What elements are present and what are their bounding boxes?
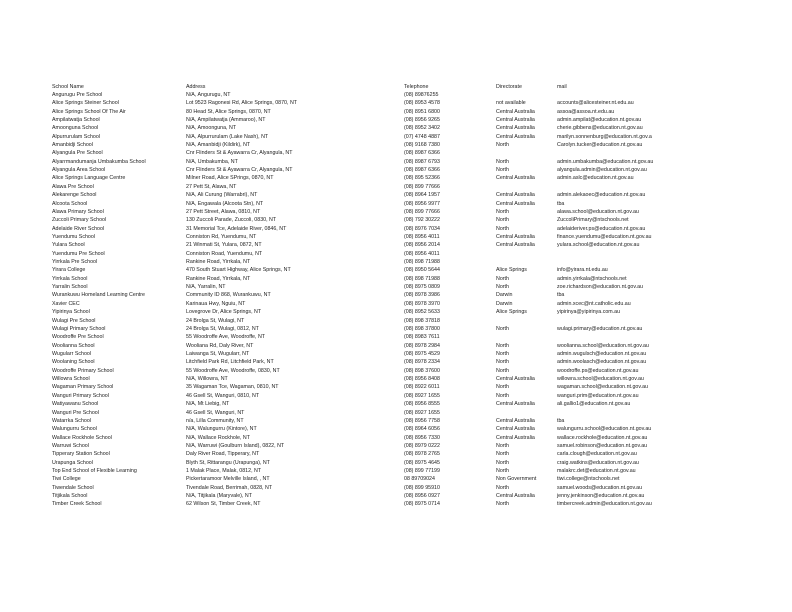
directorate-cell: Central Australia: [496, 175, 535, 182]
telephone-cell: (08) 8975 0809: [404, 284, 440, 291]
address-cell: 46 Gsell St, Wanguri, NT: [186, 409, 245, 416]
school-name-cell: Woodroffe Primary School: [52, 367, 114, 374]
telephone-cell: (08) 8978 2334: [404, 359, 440, 366]
address-cell: 62 Wilson St, Timber Creek, NT: [186, 501, 261, 508]
address-cell: Wooliana Rd, Daly River, NT: [186, 342, 254, 349]
directorate-cell: Darwin: [496, 300, 513, 307]
school-name-cell: Zuccoli Primary School: [52, 217, 107, 224]
telephone-cell: (08) 8953 4578: [404, 100, 440, 107]
telephone-cell: (08) 8927 1655: [404, 392, 440, 399]
address-cell: Cnr Flinders St & Ayawarra Cr, Alyangula, NT: [186, 167, 293, 174]
telephone-cell: (08) 899 77199: [404, 468, 440, 475]
school-name-cell: Ampilatwatja School: [52, 116, 100, 123]
mail-cell: ZuccoliPrimary@ntschools.net: [557, 217, 629, 224]
directorate-cell: North: [496, 442, 509, 449]
mail-cell: samuel.woods@education.nt.gov.au: [557, 484, 643, 491]
directorate-cell: North: [496, 142, 509, 149]
school-name-cell: Alawa Pre School: [52, 183, 94, 190]
mail-cell: tba: [557, 200, 565, 207]
telephone-header: Telephone: [404, 83, 429, 90]
mail-cell: craig.watkins@education.nt.gov.au: [557, 459, 639, 466]
directorate-cell: Central Australia: [496, 242, 535, 249]
directorate-cell: Central Australia: [496, 125, 535, 132]
school-name-cell: Titjikala School: [52, 493, 88, 500]
school-name-cell: Wugularr School: [52, 351, 92, 357]
directorate-header: Directorate: [496, 83, 522, 90]
mail-cell: walungurru.school@education.nt.gov.au: [557, 426, 652, 433]
directorate-cell: Central Australia: [496, 426, 535, 433]
school-name-cell: Adelaide River School: [52, 225, 105, 232]
telephone-cell: (08) 8975 4529: [404, 351, 440, 357]
school-name-cell: Tiwi College: [52, 476, 81, 483]
directorate-cell: North: [496, 284, 509, 291]
directorate-cell: Alice Springs: [496, 267, 527, 274]
mail-cell: zoe.richardson@education.nt.gov.au: [557, 284, 643, 291]
mail-cell: admin.xcec@nt.catholic.edu.au: [557, 300, 631, 307]
address-cell: 31 Memorial Tce, Adelaide River, 0846, NT: [186, 225, 287, 232]
directorate-cell: Darwin: [496, 292, 513, 299]
school-name-cell: Woolianna School: [52, 342, 95, 349]
mail-cell: alawa.school@education.nt.gov.au: [557, 208, 639, 215]
school-name-cell: Timber Creek School: [52, 501, 102, 508]
mail-cell: admin.umbakumba@education.nt.gov.au: [557, 158, 654, 165]
mail-cell: malakrc.det@education.nt.gov.au: [557, 468, 636, 475]
address-cell: n/a, Lilla Community, NT: [186, 417, 244, 424]
telephone-cell: (08) 8979 0222: [404, 442, 440, 449]
school-name-cell: Alice Springs Language Centre: [52, 175, 126, 182]
mail-cell: admin.aslc@education.nt.gov.au: [557, 175, 634, 182]
school-name-cell: Wallace Rockhole School: [52, 434, 112, 441]
address-cell: Karinaua Hwy, Nguiu, NT: [186, 300, 246, 307]
address-cell: N/A, Warruwi (Goulburn Island), 0822, NT: [186, 442, 285, 449]
address-cell: Pickertaramoor Melville Island, , NT: [186, 476, 270, 483]
school-name-cell: Tipperary Station School: [52, 451, 110, 458]
telephone-cell: (08) 8956 4011: [404, 233, 440, 240]
school-name-cell: Warruwi School: [52, 442, 89, 449]
directorate-cell: not available: [496, 100, 526, 107]
mail-cell: finance.yuendumu@education.nt.gov.au: [557, 233, 652, 240]
school-name-cell: Tiwendale School: [52, 484, 94, 491]
address-cell: N/A, Engawala (Alcoota Stn), NT: [186, 200, 264, 207]
directorate-cell: North: [496, 359, 509, 366]
address-cell: 55 Woodroffe Ave, Woodroffe, 0830, NT: [186, 367, 280, 374]
school-name-cell: Yuendumu School: [52, 233, 95, 240]
mail-cell: admin.wugulsch@education.nt.gov.au: [557, 351, 647, 357]
school-name-cell: Alekarenge School: [52, 192, 97, 199]
telephone-cell: (08) 792 30222: [404, 217, 440, 224]
telephone-cell: (08) 898 71988: [404, 275, 440, 282]
school-name-cell: Wanguri Pre School: [52, 409, 99, 416]
telephone-cell: (08) 8956 9977: [404, 200, 440, 207]
directorate-cell: North: [496, 367, 509, 374]
address-cell: N/A, Alpurrurulam (Lake Nash), NT: [186, 133, 269, 140]
address-cell: N/A, Walungurru (Kintore), NT: [186, 426, 257, 433]
address-cell: N/A, Amoonguna, NT: [186, 125, 237, 132]
school-name-cell: Top End School of Flexible Learning: [52, 468, 137, 475]
address-header: Address: [186, 83, 206, 90]
directorate-cell: North: [496, 459, 509, 466]
address-cell: N/A, Titjikala (Maryvale), NT: [186, 493, 252, 500]
directorate-cell: Central Australia: [496, 233, 535, 240]
school-name-cell: Woodroffe Pre School: [52, 334, 104, 341]
mail-cell: timbercreek.admin@education.nt.gov.au: [557, 501, 652, 508]
telephone-cell: (08) 8964 6056: [404, 426, 440, 433]
telephone-cell: (08) 8975 0714: [404, 501, 440, 508]
mail-cell: admin.alekaoec@education.nt.gov.au: [557, 192, 646, 199]
telephone-cell: (08) 898 71988: [404, 259, 440, 266]
school-name-cell: Xavier CEC: [52, 300, 80, 307]
school-name-cell: Urapunga School: [52, 459, 93, 466]
directorate-cell: Central Australia: [496, 376, 535, 383]
school-name-cell: Alice Springs School Of The Air: [52, 108, 126, 115]
address-cell: Conniston Road, Yuendumu, NT: [186, 250, 263, 257]
telephone-cell: (08) 8952 5633: [404, 309, 440, 316]
mail-cell: admin.ampilat@education.nt.gov.au: [557, 116, 642, 123]
mail-cell: wallace.rockhole@education.nt.gov.au: [557, 434, 648, 441]
directorate-cell: North: [496, 451, 509, 458]
school-name-cell: Yarralin School: [52, 284, 88, 291]
mail-cell: jenny.jenkinson@education.nt.gov.au: [557, 493, 645, 500]
mail-cell: yipirinya@yipirinya.com.au: [557, 309, 621, 316]
telephone-cell: (08) 8987 6793: [404, 158, 440, 165]
address-cell: N/A, Yarralin, NT: [186, 284, 226, 291]
telephone-cell: (08) 8964 1957: [404, 192, 440, 199]
mail-cell: tba: [557, 292, 565, 299]
address-cell: Rankine Road, Yirrkala, NT: [186, 275, 251, 282]
school-name-cell: Walungurru School: [52, 426, 97, 433]
school-name-cell: Yirrkala Pre School: [52, 259, 98, 266]
mail-cell: samuel.robinson@education.nt.gov.au: [557, 442, 648, 449]
address-cell: N/A, Willowra, NT: [186, 376, 228, 383]
school-name-cell: Alyangula Area School: [52, 167, 106, 174]
directorate-cell: Central Australia: [496, 192, 535, 199]
address-cell: Blyth St, Rittarangu (Urapunga), NT: [186, 459, 270, 466]
address-cell: N/A, Angurugu, NT: [186, 91, 231, 98]
mail-cell: ali.gallio1@education.nt.gov.au: [557, 401, 631, 408]
telephone-cell: 08 89709024: [404, 476, 435, 483]
school-name-cell: Wanguri Primary School: [52, 392, 109, 399]
address-cell: Litchfield Park Rd, Litchfield Park, NT: [186, 359, 274, 366]
address-cell: Milner Road, Alice SPrings, 0870, NT: [186, 175, 274, 182]
telephone-cell: (08) 8975 4645: [404, 459, 440, 466]
school-name-cell: Alice Springs Steiner School: [52, 100, 119, 107]
address-cell: N/A, Wallace Rockhole, NT: [186, 434, 250, 441]
mail-cell: alyangula.admin@education.nt.gov.au: [557, 167, 647, 174]
directorate-cell: Central Australia: [496, 108, 535, 115]
school-name-cell: Angurugu Pre School: [52, 91, 103, 98]
directorate-cell: Central Australia: [496, 116, 535, 123]
address-cell: 1 Malak Place, Malak, 0812, NT: [186, 468, 262, 475]
address-cell: 24 Brolga St, Wulagi, 0812, NT: [186, 325, 259, 332]
directorate-cell: North: [496, 484, 509, 491]
school-name-cell: Watiyawanu School: [52, 401, 99, 408]
mail-header: mail: [557, 83, 567, 90]
directorate-cell: North: [496, 158, 509, 165]
school-name-cell: Alyangula Pre School: [52, 150, 103, 157]
address-cell: 21 Winmati St, Yulara, 0872, NT: [186, 242, 262, 249]
directorate-cell: North: [496, 468, 509, 475]
school-name-cell: Alyarrmandumanja Umbakumba School: [52, 158, 146, 165]
telephone-cell: (08) 8952 3402: [404, 125, 440, 132]
telephone-cell: (07) 4748 4887: [404, 133, 440, 140]
address-cell: 80 Head St, Alice Springs, 0870, NT: [186, 108, 271, 115]
school-name-cell: Yulara School: [52, 242, 85, 249]
directorate-cell: North: [496, 225, 509, 232]
telephone-cell: (08) 8978 3986: [404, 292, 440, 299]
directorate-cell: North: [496, 325, 509, 332]
directorate-cell: Central Australia: [496, 493, 535, 500]
school-name-cell: Amoonguna School: [52, 125, 99, 132]
school-name-cell: Yirara College: [52, 267, 86, 274]
mail-cell: tba: [557, 417, 565, 424]
mail-cell: carla.clough@education.nt.gov.au: [557, 451, 637, 458]
telephone-cell: (08) 898 37800: [404, 325, 440, 332]
school-name-cell: Alcoota School: [52, 200, 88, 207]
directorate-cell: North: [496, 351, 509, 357]
directorate-cell: Alice Springs: [496, 309, 527, 316]
school-name-cell: Willowra School: [52, 376, 90, 383]
mail-cell: willowra.school@education.nt.gov.au: [557, 376, 644, 383]
mail-cell: wagaman.school@education.nt.gov.au: [557, 384, 648, 391]
telephone-cell: (08) 899 77666: [404, 208, 440, 215]
school-name-cell: Wulagi Pre School: [52, 317, 96, 324]
address-cell: Daly River Road, Tipperary, NT: [186, 451, 260, 458]
address-cell: N/A, Mt Liebig, NT: [186, 401, 230, 408]
telephone-cell: (08) 8978 2765: [404, 451, 440, 458]
telephone-cell: (08) 8956 2014: [404, 242, 440, 249]
school-name-cell: Wagaman Primary School: [52, 384, 114, 391]
mail-cell: admin.yirrkala@ntschools.net: [557, 275, 627, 282]
telephone-cell: (08) 8956 9265: [404, 116, 440, 123]
directorate-cell: North: [496, 501, 509, 508]
mail-cell: yulara.school@education.nt.gov.au: [557, 242, 640, 249]
telephone-cell: (08) 899 77666: [404, 183, 440, 190]
address-cell: Lovegrove Dr, Alice Springs, NT: [186, 309, 262, 316]
directorate-cell: North: [496, 217, 509, 224]
address-cell: N/A, Ali Curung (Warrabri), NT: [186, 192, 258, 199]
address-cell: 27 Pett St, Alawa, NT: [186, 183, 237, 190]
address-cell: N/A, Ampilatwatja (Ammaroo), NT: [186, 116, 266, 123]
address-cell: 55 Woodroffe Ave, Woodroffe, NT: [186, 334, 266, 341]
telephone-cell: (08) 898 37818: [404, 317, 440, 324]
directorate-cell: North: [496, 208, 509, 215]
telephone-cell: (08) 89876255: [404, 91, 439, 98]
directorate-cell: Central Australia: [496, 401, 535, 408]
mail-cell: assoa@assoa.nt.edu.au: [557, 108, 615, 115]
telephone-cell: (08) 895 52366: [404, 175, 440, 182]
address-cell: Laiwanga St, Wugularr, NT: [186, 351, 250, 357]
school-name-cell: Wurankuwu Homeland Learning Centre: [52, 292, 145, 299]
mail-cell: admin.woolasch@education.nt.gov.au: [557, 359, 647, 366]
address-cell: N/A, Amanbidji (Kildirk), NT: [186, 142, 251, 149]
mail-cell: wanguri.prim@education.nt.gov.au: [557, 392, 639, 399]
telephone-cell: (08) 899 95910: [404, 484, 440, 491]
school-name-header: School Name: [52, 83, 84, 90]
address-cell: 27 Pett Street, Alawa, 0810, NT: [186, 208, 261, 215]
telephone-cell: (08) 8976 7034: [404, 225, 440, 232]
directorate-cell: North: [496, 384, 509, 391]
mail-cell: woodroffe.ps@education.nt.gov.au: [557, 367, 639, 374]
telephone-cell: (08) 8978 3970: [404, 300, 440, 307]
mail-cell: woolianna.school@education.nt.gov.au: [557, 342, 649, 349]
directorate-cell: North: [496, 392, 509, 399]
school-name-cell: Wulagi Primary School: [52, 325, 106, 332]
school-name-cell: Yuendumu Pre School: [52, 250, 105, 257]
address-cell: N/A, Umbakumba, NT: [186, 158, 238, 165]
address-cell: Lot 9523 Ragonesi Rd, Alice Springs, 0870, NT: [186, 100, 298, 107]
directorate-cell: Non Government: [496, 476, 537, 483]
telephone-cell: (08) 8956 4011: [404, 250, 440, 257]
directorate-cell: Central Australia: [496, 417, 535, 424]
address-cell: Rankine Road, Yirrkala, NT: [186, 259, 251, 266]
school-name-cell: Alawa Primary School: [52, 208, 104, 215]
telephone-cell: (08) 8956 7330: [404, 434, 440, 441]
telephone-cell: (08) 9168 7380: [404, 142, 440, 149]
directorate-cell: Central Australia: [496, 200, 535, 207]
school-name-cell: Yirrkala School: [52, 275, 88, 282]
directorate-cell: Central Australia: [496, 133, 535, 140]
directorate-cell: North: [496, 342, 509, 349]
school-name-cell: Amanbidji School: [52, 142, 93, 149]
mail-cell: accounts@alicesteiner.nt.edu.au: [557, 100, 634, 107]
telephone-cell: (08) 8983 7611: [404, 334, 440, 341]
telephone-cell: (08) 8927 1655: [404, 409, 440, 416]
school-name-cell: Alpurrurulam School: [52, 133, 100, 140]
telephone-cell: (08) 8950 5644: [404, 267, 440, 274]
telephone-cell: (08) 898 37600: [404, 367, 440, 374]
address-cell: 24 Brolga St, Wulagi, NT: [186, 317, 245, 324]
mail-cell: adelaideriver.ps@education.nt.gov.au: [557, 225, 646, 232]
mail-cell: wulagi.primary@education.nt.gov.au: [557, 325, 643, 332]
telephone-cell: (08) 8956 7758: [404, 417, 440, 424]
address-cell: 130 Zuccoli Parade, Zuccoli, 0830, NT: [186, 217, 277, 224]
telephone-cell: (08) 8987 6366: [404, 167, 440, 174]
mail-cell: marilyn.sonnenburg@education.nt.gov.a: [557, 133, 652, 140]
school-name-cell: Woolaning School: [52, 359, 95, 366]
address-cell: 46 Gsell St, Wanguri, 0810, NT: [186, 392, 260, 399]
telephone-cell: (08) 8956 0927: [404, 493, 440, 500]
telephone-cell: (08) 8956 8555: [404, 401, 440, 408]
mail-cell: info@yirara.nt.edu.au: [557, 267, 608, 274]
school-name-cell: Yipirinya School: [52, 309, 90, 316]
address-cell: Community ID 868, Wurankuwu, NT: [186, 292, 271, 299]
telephone-cell: (08) 8956 8408: [404, 376, 440, 383]
address-cell: Cnr Flinders St & Ayawarra Cr, Alyangula, NT: [186, 150, 293, 157]
address-cell: 470 South Stuart Highway, Alice Springs, NT: [186, 267, 291, 274]
directorate-cell: North: [496, 275, 509, 282]
mail-cell: Carolyn.tucker@education.nt.gov.au: [557, 142, 643, 149]
school-name-cell: Watarrka School: [52, 417, 91, 424]
directorate-cell: Central Australia: [496, 434, 535, 441]
telephone-cell: (08) 8978 2984: [404, 342, 440, 349]
directorate-cell: North: [496, 167, 509, 174]
address-cell: Tivendale Road, Berrimah, 0828, NT: [186, 484, 273, 491]
telephone-cell: (08) 8951 6800: [404, 108, 440, 115]
mail-cell: tiwi.college@ntschools.net: [557, 476, 620, 483]
mail-cell: cherie.gibbens@education.nt.gov.au: [557, 125, 643, 132]
address-cell: Conniston Rd, Yuendumu, NT: [186, 233, 257, 240]
address-cell: 35 Wagaman Tce, Wagaman, 0810, NT: [186, 384, 279, 391]
telephone-cell: (08) 8987 6366: [404, 150, 440, 157]
telephone-cell: (08) 8922 6011: [404, 384, 440, 391]
